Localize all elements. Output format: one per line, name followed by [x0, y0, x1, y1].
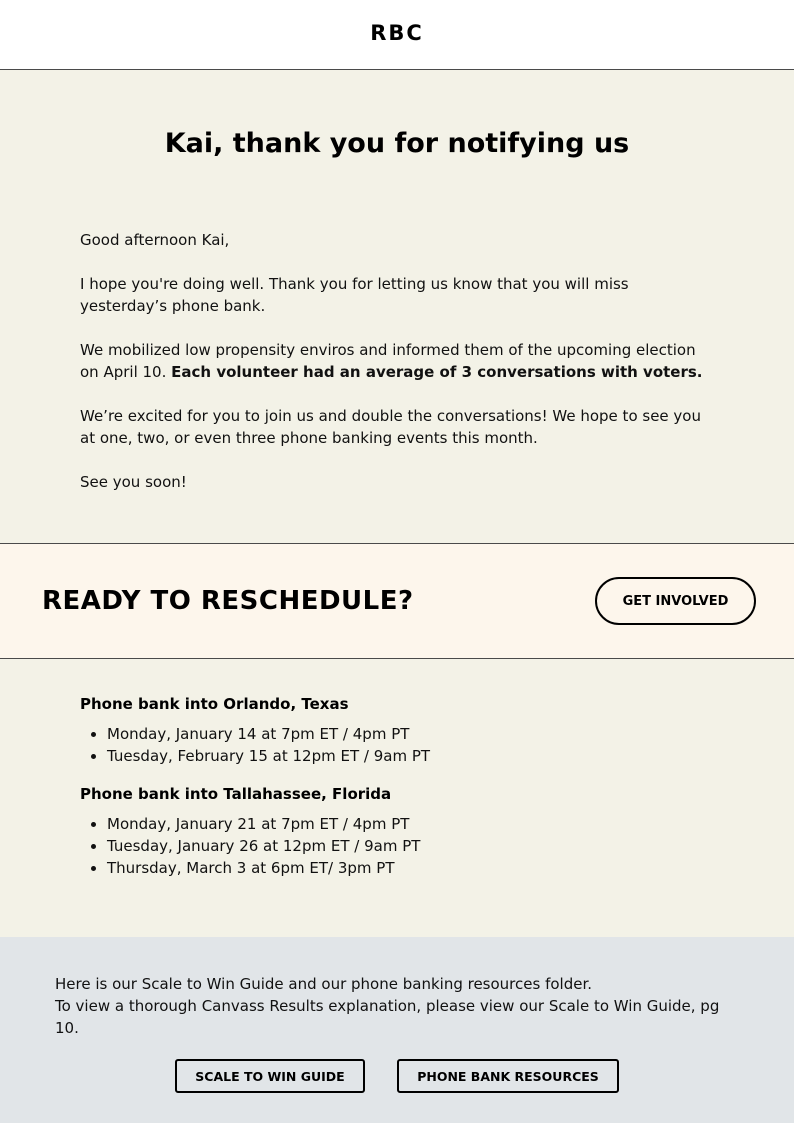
brand-logo: RBC — [370, 20, 424, 45]
message-title: Kai, thank you for notifying us — [164, 128, 630, 159]
phone-bank-resources-button[interactable]: PHONE BANK RESOURCES — [397, 1059, 619, 1093]
footer-buttons — [55, 1059, 739, 1093]
footer-line-resources: Here is our Scale to Win Guide and our phone banking resources folder. — [55, 975, 593, 993]
get-involved-button[interactable]: GET INVOLVED — [595, 577, 756, 625]
footer-section — [0, 937, 794, 1123]
event-group-title: Phone bank into Tallahassee, Florida — [80, 785, 392, 803]
event-date-item: • Tuesday, February 15 at 12pm ET / 9am PT — [107, 745, 714, 767]
events-section — [0, 659, 794, 937]
reschedule-banner — [0, 544, 794, 659]
paragraph-results — [80, 339, 714, 383]
email-header — [0, 0, 794, 70]
event-date-item: • Monday, January 21 at 7pm ET / 4pm PT — [107, 813, 714, 835]
scale-to-win-guide-button[interactable]: SCALE TO WIN GUIDE — [175, 1059, 365, 1093]
event-date-item: • Tuesday, January 26 at 12pm ET / 9am PT — [107, 835, 714, 857]
paragraph-invite: We’re excited for you to join us and double the conversations! We hope to see you at one, two, or even three phone banking events this month. — [80, 407, 701, 447]
event-date-list — [80, 813, 714, 879]
event-group-tallahassee — [80, 785, 714, 879]
event-group-orlando — [80, 695, 714, 767]
event-date-item: • Monday, January 14 at 7pm ET / 4pm PT — [107, 723, 714, 745]
message-body — [80, 229, 714, 515]
reschedule-heading: READY TO RESCHEDULE? — [42, 586, 414, 616]
event-date-list — [80, 723, 714, 767]
signoff: See you soon! — [80, 473, 187, 491]
paragraph-thanks: I hope you're doing well. Thank you for letting us know that you will miss yesterday’s phone bank. — [80, 275, 629, 315]
message-section — [0, 70, 794, 544]
event-date-item: • Thursday, March 3 at 6pm ET/ 3pm PT — [107, 857, 714, 879]
footer-text — [55, 973, 739, 1039]
greeting: Good afternoon Kai, — [80, 231, 230, 249]
event-group-title: Phone bank into Orlando, Texas — [80, 695, 349, 713]
footer-line-canvass: To view a thorough Canvass Results explanation, please view our Scale to Win Guide, pg 10. — [55, 997, 720, 1037]
paragraph-results-text: We mobilized low propensity enviros and informed them of the upcoming election on April 10. — [80, 341, 696, 381]
paragraph-results-highlight: Each volunteer had an average of 3 conversations with voters. — [171, 363, 703, 381]
